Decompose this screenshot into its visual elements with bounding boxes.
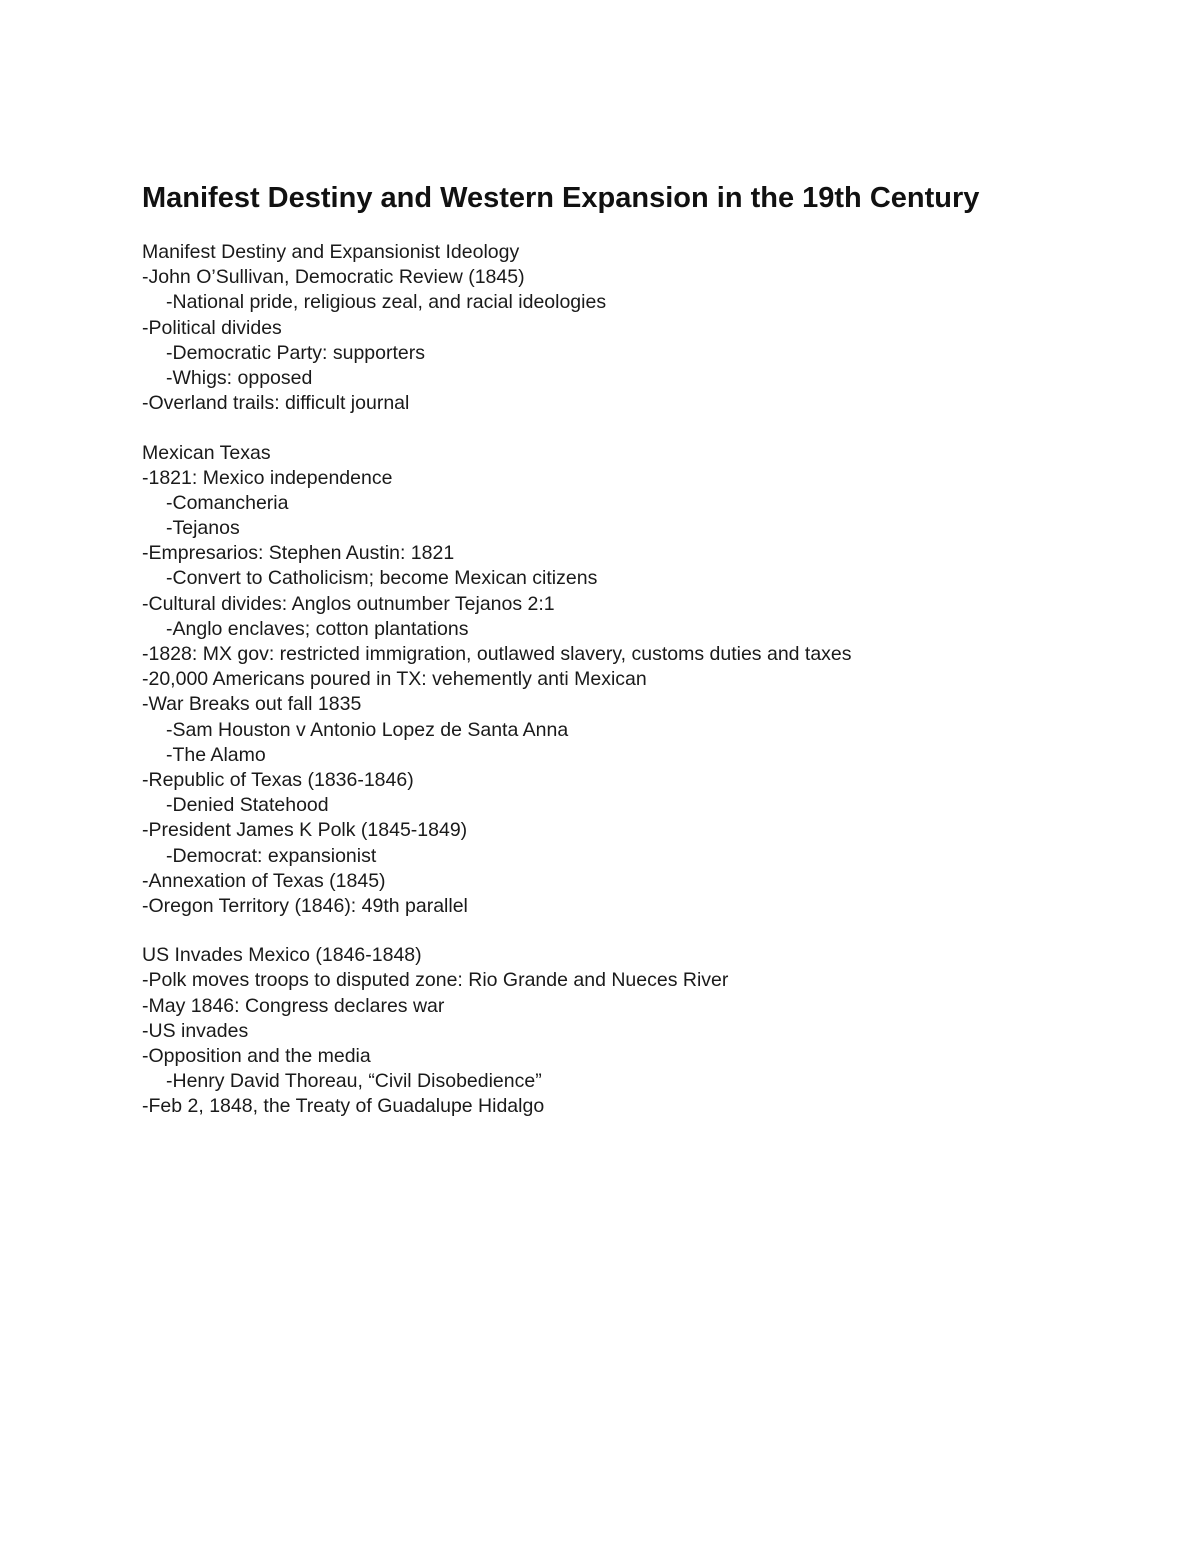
section-heading: Mexican Texas <box>142 441 271 464</box>
bullet-item: -20,000 Americans poured in TX: vehemently anti Mexican <box>142 668 647 691</box>
sub-bullet-item: -Anglo enclaves; cotton plantations <box>166 617 469 640</box>
bullet-item: -Political divides <box>142 316 282 339</box>
notes-section <box>142 240 1122 416</box>
bullet-item: -War Breaks out fall 1835 <box>142 693 362 716</box>
bullet-item: -Cultural divides: Anglos outnumber Tejanos 2:1 <box>142 592 555 615</box>
sub-bullet-item: -Democrat: expansionist <box>166 844 377 867</box>
notes-section <box>142 441 1122 920</box>
bullet-item: -1828: MX gov: restricted immigration, outlawed slavery, customs duties and taxes <box>142 643 852 665</box>
sub-bullet-item: -The Alamo <box>166 743 266 766</box>
sub-bullet-item: -Convert to Catholicism; become Mexican citizens <box>166 567 598 590</box>
bullet-item: -Overland trails: difficult journal <box>142 392 410 415</box>
section-heading: US Invades Mexico (1846-1848) <box>142 944 422 967</box>
bullet-item: -May 1846: Congress declares war <box>142 994 445 1017</box>
document-title: Manifest Destiny and Western Expansion in the 19th Century <box>142 182 980 214</box>
sub-bullet-item: -Democratic Party: supporters <box>166 341 425 364</box>
bullet-item: -US invades <box>142 1019 249 1042</box>
bullet-item: -President James K Polk (1845-1849) <box>142 819 468 842</box>
bullet-item: -Republic of Texas (1836-1846) <box>142 768 414 791</box>
bullet-item: -Feb 2, 1848, the Treaty of Guadalupe Hidalgo <box>142 1095 545 1118</box>
bullet-item: -Polk moves troops to disputed zone: Rio Grande and Nueces River <box>142 969 729 992</box>
notes-section <box>142 943 1122 1119</box>
section-heading: Manifest Destiny and Expansionist Ideology <box>142 241 520 263</box>
bullet-item: -Oregon Territory (1846): 49th parallel <box>142 894 468 917</box>
bullet-item: -Empresarios: Stephen Austin: 1821 <box>142 542 455 565</box>
sub-bullet-item: -Comancheria <box>166 491 289 514</box>
bullet-item: -1821: Mexico independence <box>142 466 393 489</box>
notes-body <box>142 240 1122 1144</box>
bullet-item: -Opposition and the media <box>142 1045 371 1067</box>
sub-bullet-item: -Sam Houston v Antonio Lopez de Santa Anna <box>166 718 569 741</box>
bullet-item: -Annexation of Texas (1845) <box>142 869 386 892</box>
bullet-item: -John O’Sullivan, Democratic Review (1845) <box>142 266 525 289</box>
sub-bullet-item: -National pride, religious zeal, and racial ideologies <box>166 291 607 314</box>
sub-bullet-item: -Denied Statehood <box>166 794 329 817</box>
sub-bullet-item: -Henry David Thoreau, “Civil Disobedience” <box>166 1070 542 1093</box>
sub-bullet-item: -Whigs: opposed <box>166 366 313 389</box>
sub-bullet-item: -Tejanos <box>166 517 240 540</box>
